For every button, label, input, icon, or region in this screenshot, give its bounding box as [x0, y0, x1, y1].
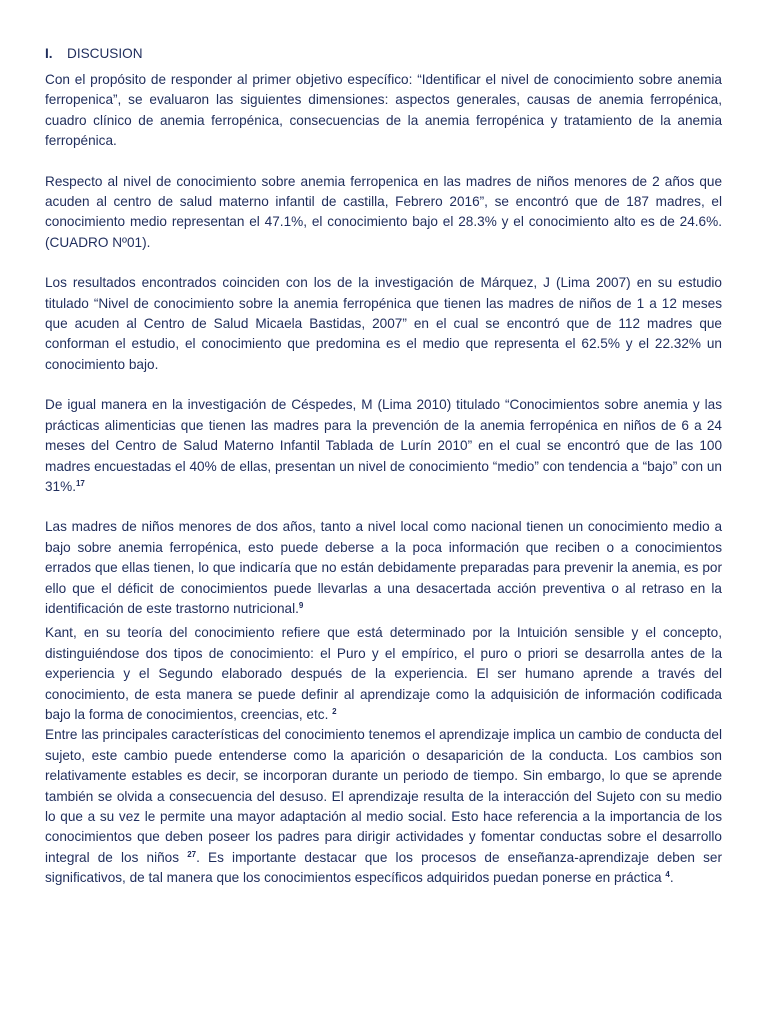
- section-title: DISCUSION: [67, 46, 143, 61]
- paragraph-text: Con el propósito de responder al primer objetivo específico: “Identificar el nivel de conocimiento sobre anemia ferropenica”, se evaluaron las siguientes dimensiones: aspectos generales, causas de anemia ferropénica, cuadro clínico de anemia ferropénica, consecuencias de la anemia ferropénica y tratamiento de la anemia ferropénica.: [45, 72, 722, 149]
- paragraph-text: De igual manera en la investigación de Céspedes, M (Lima 2010) titulado “Conocimientos sobre anemia y las prácticas alimenticias que tienen las madres para la prevención de la anemia ferropénica en niños de 6 a 24 meses del Centro de Salud Materno Infantil Tablada de Lurín 2010” en el cual se encontró que de las 100 madres encuestadas el 40% de ellas, presentan un nivel de conocimiento “medio” con tendencia a “bajo” con un 31%.: [45, 397, 722, 494]
- paragraph-text: Respecto al nivel de conocimiento sobre anemia ferropenica en las madres de niños menores de 2 años que acuden al centro de salud materno infantil de castilla, Febrero 2016”, se encontró que de 187 madres, el conocimiento medio representan el 47.1%, el conocimiento bajo el 28.3% y el conocimiento alto es de 24.6%. (CUADRO Nº01).: [45, 173, 722, 250]
- footnote-ref: 4: [665, 870, 670, 880]
- paragraph-results: [45, 172, 722, 254]
- paragraph-objective: [45, 70, 722, 152]
- paragraph-marquez: [45, 273, 722, 375]
- footnote-ref: 27: [187, 849, 197, 859]
- footnote-ref: 9: [298, 600, 304, 610]
- section-number: I.: [45, 46, 53, 61]
- paragraph-text: Los resultados encontrados coinciden con los de la investigación de Márquez, J (Lima 2007) en su estudio titulado “Nivel de conocimiento sobre la anemia ferropénica que tienen las madres de niños de 1 a 12 meses que acuden al Centro de Salud Micaela Bastidas, 2007” en el cual se encontró que de 112 madres que conforman el estudio, el conocimiento que predomina es el medio que representa el 62.5% y el 22.32% un conocimiento bajo.: [45, 275, 722, 372]
- paragraph-cespedes: [45, 395, 722, 497]
- footnote-ref: 17: [75, 478, 85, 488]
- document-page: [45, 44, 722, 889]
- paragraph-text: Entre las principales características del conocimiento tenemos el aprendizaje implica un cambio de conducta del sujeto, este cambio puede entenderse como la aparición o desaparición de la conducta. Los cambios son relativamente estables es decir, se incorporan durante un periodo de tiempo. Sin embargo, lo que se aprende también se olvida a consecuencia del desuso. El aprendizaje resulta de la interacción del Sujeto con su medio lo que a su vez le permite una mayor adaptación al medio social. Esto hace referencia a la importancia de los conocimientos que deben poseer los padres para dirigir actividades y fomentar conductas sobre el desarrollo integral de los niños: [45, 727, 722, 865]
- paragraph-kant: [45, 623, 722, 725]
- paragraph-text: .: [669, 870, 674, 886]
- paragraph-text: Kant, en su teoría del conocimiento refiere que está determinado por la Intuición sensible y el concepto, distinguiéndose dos tipos de conocimiento: el Puro y el empírico, el puro o priori se desarrolla antes de la experiencia y el Segundo elaborado después de la experiencia. El ser humano aprende a través del conocimiento, de esta manera se puede definir al aprendizaje como la adquisición de información codificada bajo la forma de conocimientos, creencias, etc.: [45, 625, 722, 722]
- paragraph-madres: [45, 517, 722, 619]
- paragraph-caracteristicas: [45, 725, 722, 888]
- paragraph-text: Las madres de niños menores de dos años, tanto a nivel local como nacional tienen un conocimiento medio a bajo sobre anemia ferropénica, esto puede deberse a la poca información que reciben o a conocimientos errados que ellas tienen, lo que indicaría que no están debidamente preparadas para prevenir la anemia, es por ello que el déficit de conocimientos puede llevarlas a una desacertada acción preventiva o al retraso en la identificación de este trastorno nutricional.: [45, 519, 722, 616]
- section-heading: [45, 44, 722, 64]
- footnote-ref: 2: [332, 706, 337, 716]
- paragraph-text: . Es importante destacar que los procesos de enseñanza-aprendizaje deben ser significativos, de tal manera que los conocimientos específicos adquiridos puedan ponerse en práctica: [45, 849, 722, 886]
